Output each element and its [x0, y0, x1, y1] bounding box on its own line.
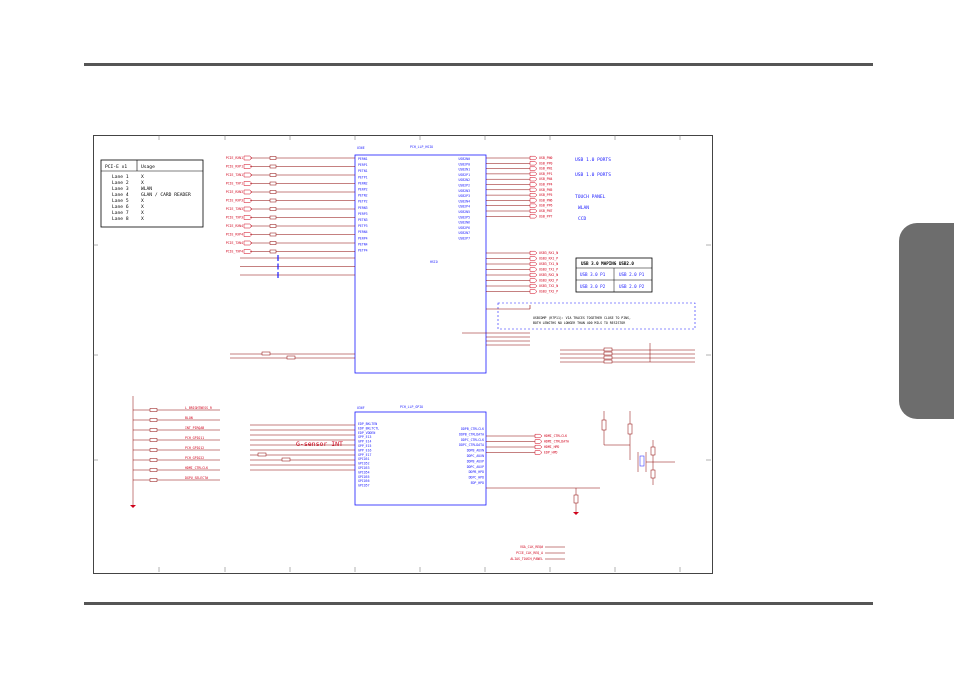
- bl-net-label: L_BRIGHTNESS_R: [185, 406, 212, 411]
- usb3-net-label: USB3_TX2_P: [539, 289, 559, 294]
- br-net-label: EDP_HPD: [544, 450, 558, 455]
- usb-net-label: USB_PP4: [539, 182, 553, 187]
- pcie-cap: [270, 182, 276, 185]
- bl-net-label: BLON: [185, 416, 193, 421]
- pcie-net-label: PCIE_RXP4: [225, 232, 243, 237]
- hsio-right-pin: USB2P4: [458, 204, 470, 209]
- pcie-net-label: PCIE_TXN4: [225, 241, 243, 245]
- gpio-left-pin: GPP_E14: [358, 439, 372, 444]
- hsio-left-pin: PERP3: [358, 211, 368, 216]
- hsio-left-pin: PERN1: [358, 157, 368, 161]
- bl-resistor: [150, 469, 157, 472]
- pcie-lane-usage: X: [141, 181, 144, 186]
- usb-net-label: USB_PP1: [539, 171, 553, 176]
- gpio-left-pin: GPIO53: [358, 466, 370, 470]
- usb-map-title: USB 3.0 MAPING USB2.0: [581, 261, 634, 266]
- usb-offpage-connector: [530, 188, 537, 192]
- usb-offpage-connector: [530, 162, 537, 166]
- pcie-net-label: PCIE_RXN4: [225, 224, 243, 228]
- usb3-net-label: USB3_TX1_N: [539, 262, 559, 266]
- usb-offpage-connector: [530, 177, 537, 181]
- usb-offpage-connector: [530, 204, 537, 208]
- usb3-net-label: USB3_TX2_N: [539, 284, 559, 288]
- usb3-net-label: USB3_RX1_P: [539, 256, 559, 261]
- gpio-right-pin: DDPB_CTRLCLK: [460, 427, 484, 431]
- usb3-offpage-connector: [530, 284, 537, 288]
- pcie-cap: [270, 174, 276, 177]
- bl-resistor: [150, 439, 157, 442]
- pcie-net-label: PCIE_RXN1: [225, 156, 243, 160]
- hsio-left-pin: PETN2: [358, 193, 368, 198]
- pcie-lane-label: Lane 1: [112, 175, 129, 180]
- note-label: VGA_CLK_REQ#: [519, 545, 543, 549]
- gpio-right-pin: DDPC_AUXP: [466, 464, 484, 469]
- usb-map-r1a: USB 3.0 P1: [580, 272, 606, 277]
- right-resistor-cluster: [560, 343, 695, 363]
- pcie-lane-label: Lane 2: [112, 181, 129, 186]
- usb-net-label: USB_PP5: [539, 193, 553, 198]
- hsio-right-pin: USB2P5: [458, 215, 470, 220]
- usb-net-label: USB_PN0: [539, 156, 553, 160]
- usb3-offpage-connector: [530, 257, 537, 261]
- gpio-left-pin: GPP_E16: [358, 448, 372, 453]
- hsio-right-pin: USB2P7: [458, 236, 470, 241]
- bl-net-label: PCH_GPIO22: [185, 456, 205, 461]
- gpio-right-pin: DDPC_CTRLCLK: [460, 437, 484, 442]
- usb-offpage-connector: [530, 172, 537, 176]
- usb-map-r2a: USB 3.0 P2: [580, 284, 606, 289]
- gpio-left-pin: EDP_BKLTEN: [358, 422, 378, 426]
- br-net-label: HDMI_CTRLCLK: [544, 434, 568, 438]
- usb-offpage-connector: [530, 167, 537, 171]
- hsio-right-pin: USB2P1: [458, 172, 470, 177]
- usb-net-label: USB_PP6: [539, 203, 553, 208]
- usb-net-label: USB_PN5: [539, 187, 553, 192]
- pcie-lane-usage: GLAN / CARD READER: [141, 193, 191, 198]
- hsio-right-pin: USB2N1: [458, 167, 470, 172]
- pcie-lane-label: Lane 7: [112, 211, 129, 216]
- pcie-usage-table: [101, 160, 203, 227]
- usb-net-label: USB_PN4: [539, 177, 553, 182]
- usb3-offpage-connector: [530, 268, 537, 272]
- bl-resistor: [150, 409, 157, 412]
- gpio-left-pin: GPIO56: [358, 479, 370, 484]
- chip-gpio-title: PCH_LLP_GPIO: [400, 405, 424, 409]
- usb-offpage-connector: [530, 183, 537, 187]
- hsio-right-pin: USB2N7: [458, 231, 470, 236]
- hsio-left-pin: PETP3: [358, 224, 368, 229]
- chip-hsio-title: PCH_LLP_HSIO: [410, 145, 434, 149]
- usb3-net-label: USB3_RX2_P: [539, 278, 559, 283]
- gpio-left-pin: GPP_E13: [358, 435, 372, 440]
- usb3-offpage-connector: [530, 279, 537, 283]
- hsio-left-pin: PETP4: [358, 248, 368, 253]
- gpio-right-pin: DDPC_AUXN: [466, 454, 484, 458]
- usb-note-line1: USBCOMP (R7P11): VIA TRACES TOGETHER CLOSE TO PINS,: [533, 316, 631, 320]
- usb-net-label: USB_PN1: [539, 166, 553, 171]
- hsio-left-pin: PERP4: [358, 236, 368, 241]
- usb-ports-label-b: USB 1.0 PORTS: [575, 173, 611, 178]
- usb3-net-label: USB3_TX1_P: [539, 267, 559, 272]
- gpio-left-pin: GPP_E15: [358, 444, 372, 448]
- bl-net-label: INT_PIRQAB: [185, 426, 205, 431]
- gpio-resistor: [258, 453, 266, 456]
- br-offpage-connector: [535, 440, 542, 444]
- hsio-left-pin: PETN3: [358, 218, 368, 222]
- gpio-left-pin: EDP_VDDEN: [358, 430, 376, 435]
- pcie-cap: [270, 157, 276, 160]
- gpio-left-pin: EDP_BKLTCTL: [358, 426, 380, 431]
- usb3-offpage-connector: [530, 290, 537, 294]
- hsio-left-pin: PETN4: [358, 242, 368, 247]
- pcie-lane-label: Lane 4: [112, 193, 129, 198]
- usb-ports-label-a: USB 1.0 PORTS: [575, 158, 611, 163]
- pcie-lane-label: Lane 5: [112, 199, 129, 204]
- usb-map-r2b: USB 2.0 P2: [619, 284, 645, 289]
- pcie-net-label: PCIE_TXN1: [225, 173, 243, 177]
- pcie-net-label: PCIE_TXP3: [225, 215, 243, 220]
- hsio-right-pin: USB2N5: [458, 210, 470, 214]
- gpio-right-pin: DDPB_AUXN: [466, 448, 484, 453]
- bl-net-label: PCH_GPIO11: [185, 436, 205, 441]
- mosfet-circuit: [486, 411, 675, 515]
- pcie-cap: [270, 233, 276, 236]
- gpio-resistor: [282, 458, 290, 461]
- gpio-right-pin: DDPC_HPD: [468, 475, 484, 480]
- pcie-cap: [270, 242, 276, 245]
- usb-comp-note: [486, 303, 695, 329]
- usb-net-label: USB_PP7: [539, 214, 553, 219]
- pcie-lane-usage: X: [141, 217, 144, 222]
- chip-hsio: [355, 145, 486, 373]
- gpio-left-pin: GPIO52: [358, 461, 370, 466]
- chip-gpio-ref: U36F: [357, 406, 365, 410]
- gpio-left-pin: GPIO51: [358, 457, 370, 462]
- bl-net-label: PCH_GPIO12: [185, 446, 205, 451]
- hsio-left-pin: PETN1: [358, 169, 368, 174]
- hsio-right-pin: USB2N4: [458, 199, 470, 204]
- usb-map-r1b: USB 2.0 P1: [619, 272, 645, 277]
- pcie-lane-usage: X: [141, 175, 144, 180]
- gpio-right-pin: DDPB_AUXP: [466, 459, 484, 464]
- hsio-left-pin: PERN2: [358, 181, 368, 186]
- gpio-left-pin: GPIO57: [358, 483, 370, 488]
- wlan-label: WLAN: [578, 206, 590, 211]
- usb-port-labels: [575, 157, 611, 222]
- usb-offpage-connector: [530, 156, 537, 160]
- pcie-net-label: PCIE_RXP3: [225, 198, 243, 203]
- pcie-net-label: PCIE_TXN3: [225, 207, 243, 211]
- pcie-cap: [270, 208, 276, 211]
- chip-hsio-ver: HSIO: [430, 260, 438, 264]
- usb-offpage-connector: [530, 209, 537, 213]
- hsio-right-pin: USB2P0: [458, 162, 470, 167]
- gsensor-label: G-sensor INT: [296, 440, 343, 448]
- gpio-left-pin: GPIO54: [358, 470, 370, 475]
- br-offpage-connector: [535, 445, 542, 449]
- pcie-cap: [270, 165, 276, 168]
- left-power-rail: [130, 396, 136, 508]
- hsio-right-pin: USB2P2: [458, 183, 470, 188]
- ccd-label: CCD: [578, 217, 587, 222]
- gpio-right-pin: DDPB_HPD: [468, 470, 484, 475]
- note-label: ALIAS_TOUCH_PANEL: [510, 557, 543, 561]
- hsio-bottom-left-nets: [230, 352, 355, 359]
- br-offpage-connector: [535, 451, 542, 455]
- pcie-lane-label: Lane 3: [112, 187, 129, 192]
- gpio-right-pin: DDPB_CTRLDATA: [459, 432, 484, 437]
- hsio-right-pin: USB2P6: [458, 225, 470, 230]
- pcie-lane-usage: X: [141, 211, 144, 216]
- bl-resistor: [150, 419, 157, 422]
- pcie-net-label: PCIE_RXN3: [225, 190, 243, 194]
- touch-panel-label: TOUCH PANEL: [575, 195, 606, 200]
- hsio-right-pin: USB2N3: [458, 188, 470, 193]
- gpio-right-pin: EDP_HPD: [470, 481, 484, 485]
- pcie-cap: [270, 191, 276, 194]
- pcie-lane-label: Lane 8: [112, 217, 129, 222]
- hsio-left-pin: PERN4: [358, 230, 368, 235]
- hsio-left-pin: PETP1: [358, 175, 368, 180]
- pcie-net-label: PCIE_TXP4: [225, 249, 243, 254]
- pcie-header-col2: Usage: [141, 165, 155, 170]
- usb3-net-label: USB3_RX2_N: [539, 273, 559, 277]
- pcie-net-label: PCIE_TXP1: [225, 181, 243, 186]
- pcie-cap: [270, 199, 276, 202]
- pcie-net-label: PCIE_RXP1: [225, 164, 243, 169]
- pcie-lane-usage: WLAN: [141, 187, 153, 192]
- bl-net-label: HDMI_CTRLCLK: [185, 466, 209, 471]
- usb-offpage-connector: [530, 199, 537, 203]
- bl-resistor: [150, 459, 157, 462]
- chip-gpio: [355, 405, 486, 505]
- usb3-net-label: USB3_RX1_N: [539, 251, 559, 255]
- hsio-right-pin: USB2P3: [458, 194, 470, 199]
- br-offpage-connector: [535, 434, 542, 438]
- bl-resistor: [150, 449, 157, 452]
- usb3-offpage-connector: [530, 262, 537, 266]
- bl-net-label: DGPU_SELECT#: [185, 476, 209, 481]
- usb-net-label: USB_PN6: [539, 198, 553, 203]
- bl-resistor: [150, 479, 157, 482]
- br-net-label: HDMI_CTRLDATA: [544, 439, 569, 444]
- chip-hsio-ref: U36E: [357, 146, 365, 150]
- br-net-label: HDMI_HPD: [544, 445, 560, 449]
- usb3-offpage-connector: [530, 273, 537, 277]
- usb-note-line2: BOTH LENGTHS NO LONGER THAN 400 MILS TO RESISTOR: [533, 321, 626, 325]
- usb-net-label: USB_PN7: [539, 209, 553, 213]
- usb-map-table: [576, 258, 652, 292]
- usb3-offpage-connector: [530, 251, 537, 255]
- pcie-cap: [270, 216, 276, 219]
- pcie-lane-label: Lane 6: [112, 205, 129, 210]
- usb-offpage-connector: [530, 193, 537, 197]
- hsio-left-pin: PERN3: [358, 205, 368, 210]
- note-label: PCIE_CLK_REQ_A: [516, 551, 543, 555]
- pcie-cap: [270, 225, 276, 228]
- bl-resistor: [150, 429, 157, 432]
- usb-net-label: USB_PP0: [539, 161, 553, 166]
- pcie-lane-usage: X: [141, 199, 144, 204]
- pcie-cap: [270, 250, 276, 253]
- pcie-header-col1: PCI-E x1: [105, 165, 128, 170]
- hsio-right-pin: USB2N6: [458, 220, 470, 225]
- hsio-left-pin: PERP1: [358, 163, 368, 168]
- hsio-left-pin: PERP2: [358, 187, 368, 192]
- hsio-right-pin: USB2N2: [458, 178, 470, 183]
- pcie-lane-usage: X: [141, 205, 144, 210]
- gpio-right-pin: DDPC_CTRLDATA: [459, 443, 484, 448]
- gpio-left-pin: GPP_E17: [358, 452, 372, 457]
- hsio-left-pin: PETP2: [358, 199, 368, 204]
- gpio-left-pin: GPIO55: [358, 474, 370, 479]
- hsio-right-pin: USB2N0: [458, 157, 470, 161]
- usb-offpage-connector: [530, 215, 537, 219]
